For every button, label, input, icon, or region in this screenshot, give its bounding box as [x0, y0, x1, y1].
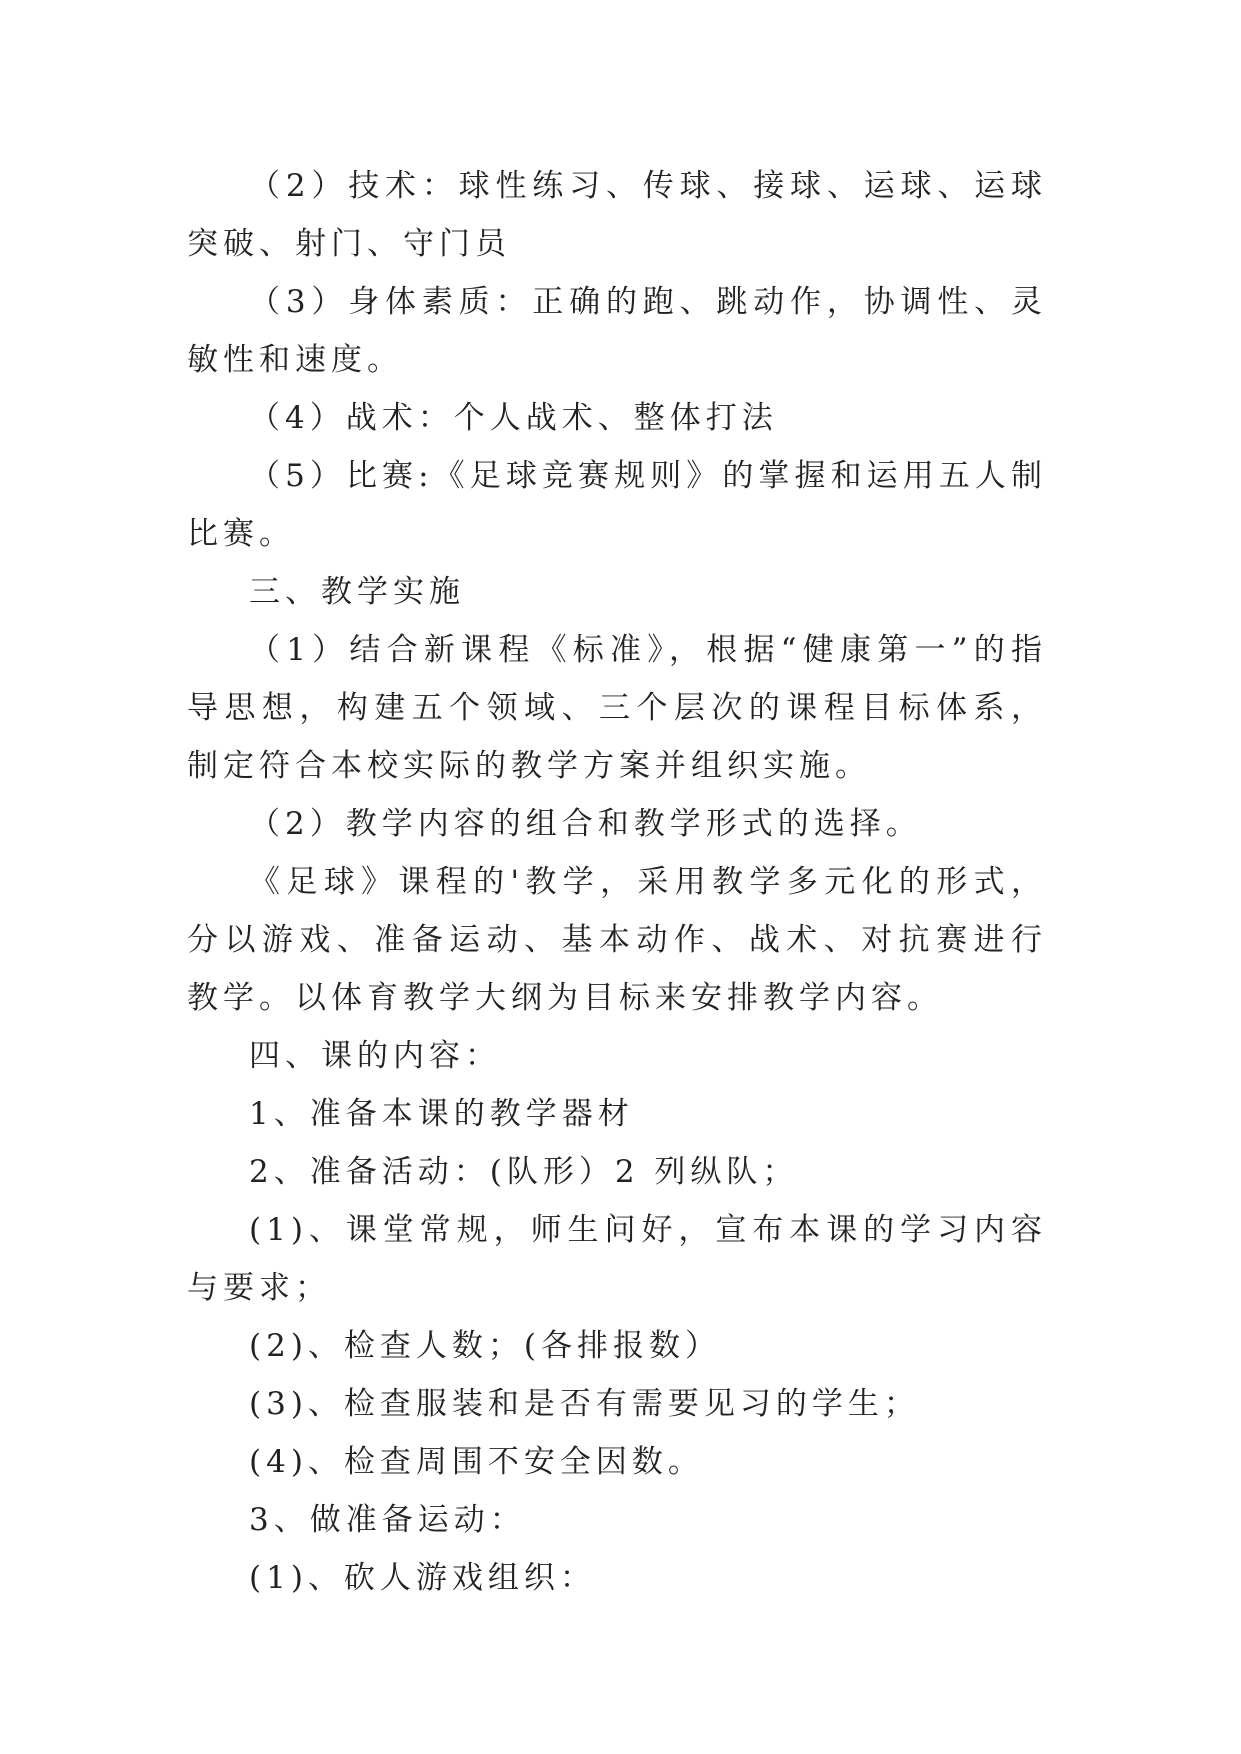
- list-item-check-safety: (4)、检查周围不安全因数。: [249, 1444, 704, 1480]
- section-heading-lesson-content: 四、课的内容：: [249, 1038, 501, 1074]
- paragraph-new-curriculum: （1）结合新课程《标准》，根据“健康第一”的指导思想，构建五个领域、三个层次的课程目标体系，制定符合本校实际的教学方案并组织实施。: [187, 632, 1047, 784]
- list-item-headcount: (2)、检查人数；(各排报数）: [249, 1328, 722, 1364]
- paragraph-content-combination: （2）教学内容的组合和教学形式的选择。: [249, 806, 922, 842]
- list-item-game-organization: (1)、砍人游戏组织：: [249, 1560, 596, 1596]
- list-item-equipment: 1、准备本课的教学器材: [249, 1096, 634, 1132]
- list-item-check-clothing: (3)、检查服装和是否有需要见习的学生；: [249, 1386, 920, 1422]
- paragraph-tactics: （4）战术：个人战术、整体打法: [249, 400, 778, 436]
- paragraph-technique: （2）技术：球性练习、传球、接球、运球、运球突破、射门、守门员: [187, 168, 1047, 262]
- paragraph-football-course: 《足球》课程的'教学，采用教学多元化的形式，分以游戏、准备运动、基本动作、战术、对抗赛进行教学。以体育教学大纲为目标来安排教学内容。: [187, 864, 1047, 1016]
- paragraph-competition: （5）比赛:《足球竞赛规则》的掌握和运用五人制比赛。: [187, 458, 1047, 552]
- section-heading-teaching-implementation: 三、教学实施: [249, 574, 465, 610]
- list-item-class-routine: (1)、课堂常规，师生问好，宣布本课的学习内容与要求；: [187, 1212, 1047, 1306]
- paragraph-physical-quality: （3）身体素质：正确的跑、跳动作，协调性、灵敏性和速度。: [187, 284, 1047, 378]
- document-body: [187, 157, 1047, 1607]
- list-item-warmup-exercise: 3、做准备运动：: [249, 1502, 526, 1538]
- list-item-warmup-activity: 2、准备活动：(队形）2 列纵队；: [249, 1154, 799, 1190]
